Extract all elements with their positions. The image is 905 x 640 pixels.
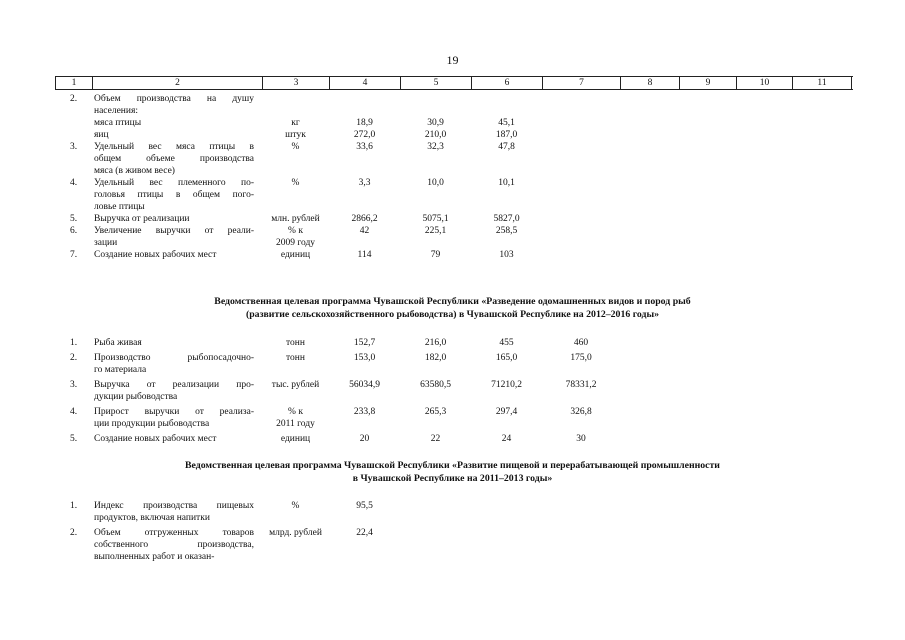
row-number: 3. (69, 380, 78, 390)
unit-line: единиц (280, 434, 311, 444)
table-row (55, 406, 852, 430)
unit-line: штук (285, 130, 306, 140)
unit-cell (262, 213, 329, 225)
value-cell: 78331,2 (565, 380, 597, 390)
table-row (55, 379, 852, 403)
value-cell: 45,1 (498, 118, 515, 128)
table-row (55, 527, 852, 563)
value-cell: 272,0 (353, 130, 376, 140)
value-cell: 175,0 (570, 353, 592, 363)
indicator-name-line: Производство рыбопосадочно- (94, 353, 254, 363)
table-row (55, 93, 852, 117)
indicator-name-line: населения: (94, 106, 138, 116)
unit-cell (262, 337, 329, 349)
column-header-row (55, 76, 853, 90)
unit-line: единиц (280, 250, 311, 260)
indicator-name-line: Выручка от реализации (94, 214, 190, 224)
indicator-name (92, 117, 262, 129)
table-row (55, 177, 852, 213)
unit-cell (262, 117, 329, 129)
column-header-1: 1 (56, 77, 93, 89)
indicator-name (92, 93, 262, 117)
section-title-line: в Чувашской Республике на 2011–2013 годы» (352, 473, 553, 484)
indicator-name-line: яиц (94, 130, 109, 140)
indicator-name-line: Увеличение выручки от реали- (94, 226, 254, 236)
table-row (55, 500, 852, 524)
value-cell: 71210,2 (491, 380, 522, 390)
unit-line: 2011 году (276, 419, 315, 429)
value-cell: 30,9 (427, 118, 444, 128)
value-cell: 2866,2 (351, 214, 378, 224)
unit-cell (262, 527, 329, 563)
value-cell: 47,8 (498, 142, 515, 152)
indicator-name-line: Индекс производства пищевых (94, 501, 254, 511)
unit-line: % (291, 142, 300, 152)
value-cell: 187,0 (495, 130, 518, 140)
row-number: 7. (69, 250, 78, 260)
value-cell: 152,7 (353, 338, 376, 348)
column-header-11: 11 (793, 77, 852, 89)
value-cell: 20 (359, 434, 370, 444)
indicator-name-line: Удельный вес племенного по- (94, 178, 254, 188)
indicator-name-line: мяса птицы (94, 118, 142, 128)
value-cell: 165,0 (495, 353, 518, 363)
unit-line: тонн (286, 353, 305, 363)
column-header-2: 2 (93, 77, 263, 89)
indicator-name-line: общем объеме производства (94, 154, 254, 164)
value-cell: 30 (576, 434, 586, 444)
unit-line: % к (288, 407, 303, 417)
indicator-name-line: мяса (в живом весе) (94, 166, 175, 176)
unit-cell (262, 500, 329, 524)
unit-line: млн. рублей (271, 214, 320, 224)
indicator-name (92, 406, 262, 430)
value-cell: 18,9 (356, 118, 373, 128)
value-cell: 210,0 (424, 130, 447, 140)
value-cell: 24 (501, 434, 512, 444)
row-number: 5. (69, 214, 78, 224)
column-header-5: 5 (401, 77, 472, 89)
value-cell: 22,4 (356, 528, 373, 538)
row-number: 6. (69, 226, 78, 236)
section-title-line: (развитие сельскохозяйственного рыбоводства) в Чувашской Республике на 2012–2016 годы» (245, 309, 660, 320)
value-cell: 114 (357, 250, 372, 260)
unit-cell (262, 433, 329, 445)
value-cell: 79 (430, 250, 441, 260)
row-number (55, 129, 92, 141)
page-number: 19 (446, 53, 459, 67)
value-cell: 225,1 (424, 226, 447, 236)
column-header-8: 8 (621, 77, 680, 89)
value-cell: 5075,1 (422, 214, 449, 224)
unit-cell (262, 379, 329, 403)
table-row (55, 141, 852, 177)
unit-line: % (291, 178, 300, 188)
indicator-name-line: Создание новых рабочих мест (94, 434, 217, 444)
value-cell: 258,5 (495, 226, 518, 236)
unit-line: % к (288, 226, 303, 236)
indicator-name-line: Удельный вес мяса птицы в (94, 142, 254, 152)
row-number: 2. (69, 528, 78, 538)
value-cell: 460 (573, 338, 589, 348)
indicator-name-line: продуктов, включая напитки (94, 513, 210, 523)
row-number: 3. (69, 142, 78, 152)
table-fish-farming-indicators (55, 337, 852, 445)
unit-line: тонн (286, 338, 305, 348)
column-header-7: 7 (543, 77, 621, 89)
table-row (55, 225, 852, 249)
indicator-name (92, 500, 262, 524)
unit-line: кг (291, 118, 300, 128)
unit-line: % (291, 501, 300, 511)
row-number: 4. (69, 407, 78, 417)
row-number: 2. (69, 353, 78, 363)
section-title-line: Ведомственная целевая программа Чувашской Республики «Развитие пищевой и перерабатывающей промышленности (185, 460, 720, 471)
table-row (55, 433, 852, 445)
value-cell: 56034,9 (349, 380, 380, 390)
table-row (55, 352, 852, 376)
unit-cell (262, 93, 329, 117)
value-cell: 10,1 (498, 178, 515, 188)
indicator-name-line: Объем производства на душу (94, 94, 254, 104)
value-cell: 32,3 (427, 142, 444, 152)
value-cell: 182,0 (424, 353, 447, 363)
value-cell: 326,8 (570, 407, 592, 417)
table-row (55, 117, 852, 129)
unit-cell (262, 141, 329, 177)
indicator-name (92, 141, 262, 177)
indicator-name-line: дукции рыбоводства (94, 392, 178, 402)
value-cell: 5827,0 (493, 214, 520, 224)
unit-cell (262, 352, 329, 376)
value-cell: 216,0 (424, 338, 447, 348)
section-title-fish-farming (100, 295, 805, 321)
table-row (55, 213, 852, 225)
row-number (55, 117, 92, 129)
section-title-food-industry (100, 459, 805, 485)
indicator-name-line: Выручка от реализации про- (94, 380, 254, 390)
indicator-name-line: собственного производства, (94, 540, 254, 550)
unit-cell (262, 225, 329, 249)
row-number: 1. (69, 338, 78, 348)
unit-cell (262, 129, 329, 141)
value-cell: 233,8 (353, 407, 376, 417)
column-header-4: 4 (330, 77, 401, 89)
indicator-name (92, 352, 262, 376)
indicator-name (92, 177, 262, 213)
indicator-name (92, 129, 262, 141)
row-number: 4. (69, 178, 78, 188)
indicator-name (92, 379, 262, 403)
indicator-name (92, 433, 262, 445)
value-cell: 22 (430, 434, 441, 444)
row-number: 5. (69, 434, 78, 444)
value-cell: 42 (359, 226, 370, 236)
indicator-name-line: головья птицы в общем пого- (94, 190, 254, 200)
indicator-name (92, 527, 262, 563)
indicator-name-line: ции продукции рыбоводства (94, 419, 210, 429)
table-row (55, 337, 852, 349)
value-cell: 95,5 (356, 501, 373, 511)
indicator-name-line: ловье птицы (94, 202, 145, 212)
indicator-name (92, 225, 262, 249)
value-cell: 297,4 (495, 407, 518, 417)
value-cell: 265,3 (424, 407, 447, 417)
table-row (55, 129, 852, 141)
row-number: 2. (69, 94, 78, 104)
column-header-6: 6 (472, 77, 543, 89)
indicator-name-line: зации (94, 238, 118, 248)
unit-cell (262, 249, 329, 261)
unit-cell (262, 177, 329, 213)
indicator-name-line: Объем отгруженных товаров (94, 528, 254, 538)
unit-line: 2009 году (275, 238, 316, 248)
unit-line: млрд. рублей (269, 528, 322, 538)
table-row (55, 249, 852, 261)
indicator-name-line: выполненных работ и оказан- (94, 552, 215, 562)
table-food-industry-indicators (55, 500, 852, 563)
value-cell: 455 (499, 338, 514, 348)
indicator-name-line: Создание новых рабочих мест (94, 250, 217, 260)
unit-cell (262, 406, 329, 430)
section-title-line: Ведомственная целевая программа Чувашской Республики «Разведение одомашненных видов и пород рыб (214, 296, 691, 307)
indicator-name-line: го материала (94, 365, 147, 375)
column-header-10: 10 (737, 77, 793, 89)
indicator-name (92, 213, 262, 225)
table-poultry-indicators (55, 93, 852, 261)
value-cell: 103 (499, 250, 514, 260)
value-cell: 3,3 (358, 178, 371, 188)
value-cell: 33,6 (356, 142, 373, 152)
unit-line: тыс. рублей (271, 380, 320, 390)
value-cell: 153,0 (353, 353, 376, 363)
row-number: 1. (69, 501, 78, 511)
column-header-9: 9 (680, 77, 737, 89)
column-header-3: 3 (263, 77, 330, 89)
indicator-name-line: Рыба живая (94, 338, 142, 348)
indicator-name (92, 249, 262, 261)
value-cell: 10,0 (427, 178, 444, 188)
indicator-name (92, 337, 262, 349)
value-cell: 63580,5 (420, 380, 451, 390)
indicator-name-line: Прирост выручки от реализа- (94, 407, 254, 417)
